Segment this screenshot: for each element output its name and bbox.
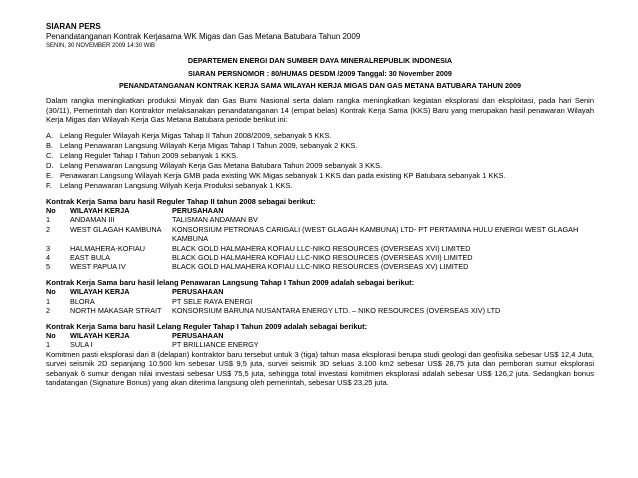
cell-perusahaan: TALISMAN ANDAMAN BV <box>172 215 258 225</box>
section-title-reguler-2009: Kontrak Kerja Sama baru hasil Lelang Reguler Tahap I Tahun 2009 adalah sebagai berikut: <box>46 321 368 331</box>
contracts-table-penawaran-langsung-2009 <box>46 287 592 315</box>
cell-wilayah: HALMAHERA-KOFIAU <box>70 243 146 253</box>
table-row <box>46 297 592 306</box>
cell-perusahaan: BLACK GOLD HALMAHERA KOFIAU LLC-NIKO RESOURCES (OVERSEAS XVII) LIMITED <box>172 253 473 263</box>
column-header-perusahaan: PERUSAHAAN <box>172 331 224 341</box>
cell-perusahaan: KONSORSIUM PETRONAS CARIGALI (WEST GLAGAH KAMBUNA) LTD- PT PERTAMINA HULU ENERGI WEST GLAGAH KAMBUNA <box>172 224 579 244</box>
cell-no: 5 <box>46 262 51 272</box>
column-header-no: No <box>46 331 56 341</box>
cell-no: 4 <box>46 253 51 263</box>
cell-perusahaan: PT SELE RAYA ENERGI <box>172 296 253 306</box>
header-title: SIARAN PERS <box>46 22 101 31</box>
cell-no: 1 <box>46 296 51 306</box>
table-row <box>46 340 592 349</box>
list-text: Lelang Penawaran Langsung Wilayah Kerja Migas Tahap I Tahun 2009, sebanyak 2 KKS. <box>60 140 358 150</box>
list-text: Lelang Penawaran Langsung Wilyah Kerja Produksi sebanyak 1 KKS. <box>60 180 293 190</box>
header-date: SENIN, 30 NOVEMBER 2009 14:30 WIB <box>46 43 156 49</box>
cell-no: 1 <box>46 215 51 225</box>
list-item <box>46 161 594 171</box>
contracts-table-reguler-2008 <box>46 206 592 272</box>
list-text: Penawaran Langsung Wilayah Kerja GMB pada existing WK Migas sebanyak 1 KKS dan pada existing KP Batubara sebanyak 1 KKS. <box>60 170 506 180</box>
column-header-perusahaan: PERUSAHAAN <box>172 287 224 297</box>
cell-wilayah: WEST PAPUA IV <box>70 262 126 272</box>
column-header-wilayah: WILAYAH KERJA <box>70 206 130 215</box>
list-text: Lelang Penawaran Langsung Wilayah Kerja Gas Metana Batubara Tahun 2009 sebanyak 3 KKS. <box>60 160 383 170</box>
release-topic: PENANDATANGANAN KONTRAK KERJA SAMA WILAYAH KERJA MIGAS DAN GAS METANA BATUBARA TAHUN 2009 <box>119 81 521 90</box>
table-row <box>46 253 592 262</box>
cell-perusahaan: KONSORSIUM BARUNA NUSANTARA ENERGY LTD. – NIKO RESOURCES (OVERSEAS XIV) LTD <box>172 306 501 316</box>
cell-perusahaan: BLACK GOLD HALMAHERA KOFIAU LLC-NIKO RESOURCES (OVERSEAS XV) LIMITED <box>172 262 469 272</box>
list-letter: D. <box>46 160 54 170</box>
column-header-wilayah: WILAYAH KERJA <box>70 331 130 341</box>
cell-no: 1 <box>46 340 51 350</box>
cell-no: 2 <box>46 306 51 316</box>
column-header-perusahaan: PERUSAHAAN <box>172 206 224 215</box>
list-letter: F. <box>46 180 52 190</box>
table-row <box>46 306 592 315</box>
list-item <box>46 141 594 151</box>
column-header-wilayah: WILAYAH KERJA <box>70 287 130 297</box>
table-header-row <box>46 331 592 340</box>
column-header-no: No <box>46 287 56 297</box>
list-item <box>46 151 594 161</box>
section-title-reguler-2008: Kontrak Kerja Sama baru hasil Reguler Tahap II tahun 2008 sebagai berikut: <box>46 196 316 206</box>
table-header-row <box>46 206 592 215</box>
list-item <box>46 131 594 141</box>
header-subtitle: Penandatanganan Kontrak Kerjasama WK Migas dan Gas Metana Batubara Tahun 2009 <box>46 32 361 41</box>
cell-wilayah: SULA I <box>70 340 93 350</box>
cell-perusahaan: PT BRILLIANCE ENERGY <box>172 340 259 350</box>
cell-wilayah: WEST GLAGAH KAMBUNA <box>70 224 162 234</box>
offer-period-list <box>46 131 594 191</box>
column-header-no: No <box>46 206 56 215</box>
cell-no: 2 <box>46 224 51 234</box>
list-letter: A. <box>46 130 54 140</box>
cell-wilayah: EAST BULA <box>70 253 111 263</box>
table-row <box>46 225 592 244</box>
table-row <box>46 215 592 224</box>
list-text: Lelang Reguler Wilayah Kerja Migas Tahap II Tahun 2008/2009, sebanyak 5 KKS. <box>60 130 332 140</box>
table-row <box>46 244 592 253</box>
intro-paragraph: Dalam rangka meningkatkan produksi Minyak dan Gas Bumi Nasional serta dalam rangka meningkatkan kegiatan eksplorasi dan eksploitasi, pada hari Senin (30/11), Pemerintah dan Kontraktor melaksanakan penandatanganan 14 (empat belas) Kontrak Kerja Sama (KKS) Baru yang merupakan hasil penawaran Wilayah Kerja Migas dan Wilayah Kerja Gas Metana Batubara periode berikut ini: <box>46 96 594 124</box>
press-release-page <box>46 22 594 388</box>
list-letter: C. <box>46 150 54 160</box>
list-item <box>46 181 594 191</box>
section-title-penawaran-langsung-2009: Kontrak Kerja Sama baru hasil lelang Penawaran Langsung Tahap I Tahun 2009 adalah sebagai berikut: <box>46 277 415 287</box>
table-header-row <box>46 287 592 296</box>
list-text: Lelang Reguler Tahap I Tahun 2009 sebanyak 1 KKS. <box>60 150 239 160</box>
contracts-table-reguler-2009 <box>46 331 592 350</box>
table-row <box>46 262 592 271</box>
list-letter: B. <box>46 140 54 150</box>
list-item <box>46 171 594 181</box>
closing-paragraph: Komitmen pasti eksplorasi dari 8 (delapan) kontraktor baru tersebut untuk 3 (tiga) tahun masa eksplorasi berupa studi geologi dan geofisika sebesar US$ 12,4 Juta, survei seismik 2D sepanjang 10.500 km sebesar US$ 9,5 juta, survei seismik 3D seluas 3.100 km2 sebesar US$ 28,75 juta dan pemboran sumur eksplorasi sebanyak 6 sumur dengan nilai investasi sebesar US$ 75,5 juta, sehingga total investasi komitmen eksplorasi adalah sebesar US$ 126,2 juta. Sedangkan bonus tandatangan (Signature Bonus) yang akan diterima langsung oleh pemerintah, sebesar US$ 23,25 juta. <box>46 349 594 388</box>
cell-perusahaan: BLACK GOLD HALMAHERA KOFIAU LLC-NIKO RESOURCES (OVERSEAS XVI) LIMITED <box>172 243 471 253</box>
cell-no: 3 <box>46 243 51 253</box>
cell-wilayah: ANDAMAN III <box>70 215 115 225</box>
cell-wilayah: NORTH MAKASAR STRAIT <box>70 306 162 316</box>
department-heading: DEPARTEMEN ENERGI DAN SUMBER DAYA MINERALREPUBLIK INDONESIA <box>187 56 453 65</box>
release-number: SIARAN PERSNOMOR : 80/HUMAS DESDM /2009 Tanggal: 30 November 2009 <box>188 69 452 78</box>
list-letter: E. <box>46 170 54 180</box>
cell-wilayah: BLORA <box>70 296 95 306</box>
